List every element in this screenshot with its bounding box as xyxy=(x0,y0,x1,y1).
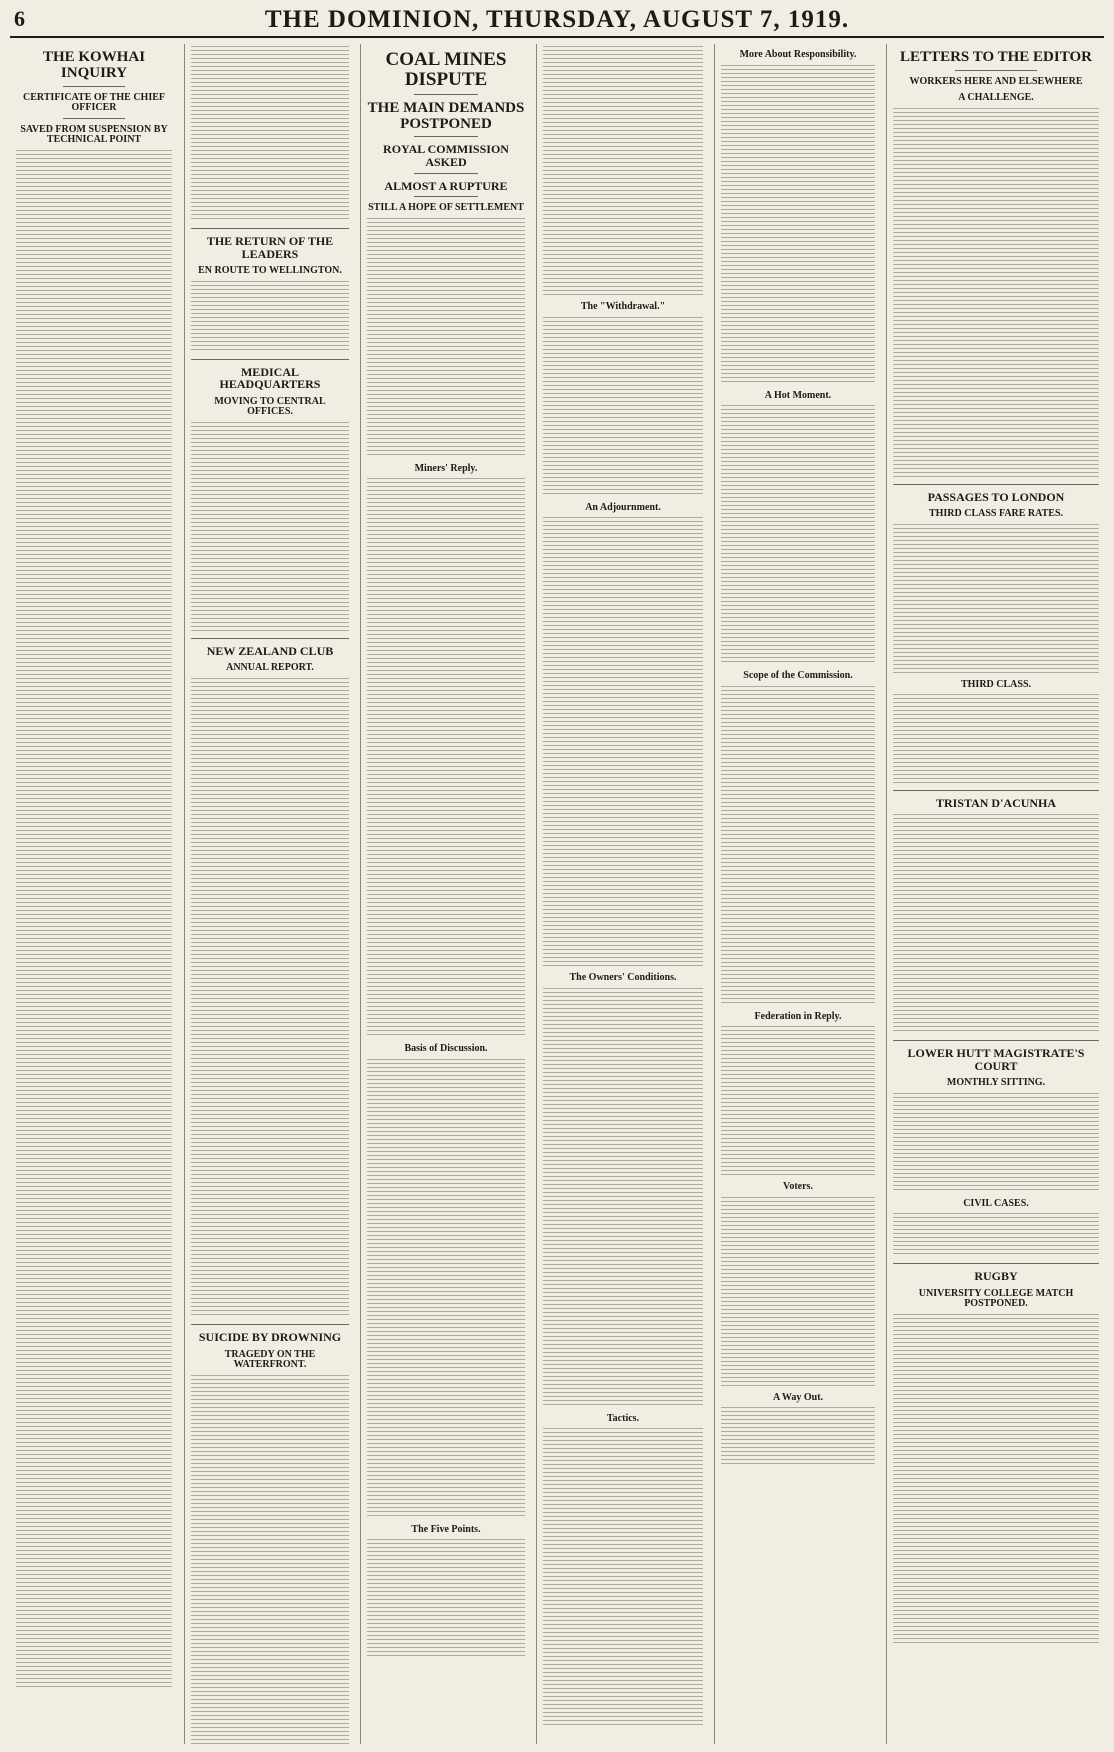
subhead-en-route: EN ROUTE TO WELLINGTON. xyxy=(198,265,342,277)
headline-return-of-leaders: THE RETURN OF THE LEADERS xyxy=(206,234,334,261)
headline-coal-mines-dispute: COAL MINES DISPUTE xyxy=(385,49,507,90)
subhead-five-points: The Five Points. xyxy=(411,1523,481,1535)
divider xyxy=(191,228,349,229)
body-text-new-zealand-club xyxy=(191,678,349,1318)
subhead-a-way-out: A Way Out. xyxy=(772,1391,824,1403)
body-text-a-way-out xyxy=(721,1407,875,1467)
subhead-a-hot-moment: A Hot Moment. xyxy=(764,389,832,401)
body-text-kowhai-inquiry xyxy=(16,150,172,1690)
column-4 xyxy=(536,44,709,1744)
subhead-miners-reply: Miners' Reply. xyxy=(414,462,478,474)
headline-medical-headquarters: MEDICAL HEADQUARTERS xyxy=(219,364,321,392)
headline-tristan-dacunha: TRISTAN D'ACUNHA xyxy=(935,796,1057,811)
body-text-withdrawal xyxy=(543,317,703,497)
subhead-more-about-responsibility: More About Responsibility. xyxy=(739,49,857,60)
divider xyxy=(955,70,1037,71)
divider xyxy=(63,86,125,87)
headline-kowhai-inquiry: THE KOWHAI INQUIRY xyxy=(42,49,146,81)
body-text-basis-of-discussion xyxy=(367,1059,525,1519)
body-text-return-of-leaders xyxy=(191,281,349,353)
subhead-annual-report: ANNUAL REPORT. xyxy=(226,662,314,674)
subhead-federation-in-reply: Federation in Reply. xyxy=(754,1010,842,1022)
subhead-university-match-postponed: UNIVERSITY COLLEGE MATCH POSTPONED. xyxy=(918,1287,1074,1310)
subhead-royal-commission-asked: ROYAL COMMISSION ASKED xyxy=(383,142,509,169)
divider xyxy=(893,484,1099,485)
body-text-tristan-dacunha xyxy=(893,814,1099,1034)
divider xyxy=(893,790,1099,791)
divider xyxy=(414,196,477,197)
subhead-third-class-fare-rates: THIRD CLASS FARE RATES. xyxy=(928,508,1064,520)
body-text-five-points xyxy=(367,1539,525,1659)
divider xyxy=(893,1263,1099,1264)
subhead-workers-here-elsewhere: WORKERS HERE AND ELSEWHERE xyxy=(909,75,1083,87)
subhead-civil-cases: CIVIL CASES. xyxy=(963,1197,1029,1209)
subhead-certificate: CERTIFICATE OF THE CHIEF OFFICER xyxy=(23,91,165,113)
body-text-owners-conditions xyxy=(543,988,703,1408)
masthead xyxy=(0,0,1114,40)
subhead-monthly-sitting: MONTHLY SITTING. xyxy=(946,1077,1046,1089)
subhead-third-class: THIRD CLASS. xyxy=(960,678,1032,690)
headline-suicide-by-drowning: SUICIDE BY DROWNING xyxy=(198,1329,342,1344)
body-text-medical-headquarters xyxy=(191,422,349,632)
divider xyxy=(63,118,125,119)
subhead-almost-a-rupture: ALMOST A RUPTURE xyxy=(384,178,508,193)
body-text-responsibility xyxy=(721,65,875,385)
subhead-main-demands-postponed: THE MAIN DEMANDS POSTPONED xyxy=(367,99,525,132)
divider xyxy=(893,1040,1099,1041)
subhead-scope-of-commission: Scope of the Commission. xyxy=(743,670,853,681)
headline-rugby: RUGBY xyxy=(974,1269,1018,1284)
body-text-third-class xyxy=(893,694,1099,784)
page-number: 6 xyxy=(14,6,25,31)
divider xyxy=(414,173,477,174)
body-text-tactics xyxy=(543,1428,703,1728)
headline-new-zealand-club: NEW ZEALAND CLUB xyxy=(206,643,334,658)
body-text-coal-dispute-intro xyxy=(367,218,525,458)
body-text-scope-of-commission xyxy=(721,686,875,1006)
subhead-tragedy-waterfront: TRAGEDY ON THE WATERFRONT. xyxy=(224,1348,316,1371)
headline-lower-hutt-court: LOWER HUTT MAGISTRATE'S COURT xyxy=(907,1045,1085,1073)
divider xyxy=(191,638,349,639)
body-text-hot-moment xyxy=(721,405,875,665)
column-1 xyxy=(10,44,178,1744)
body-text-coal-dispute-continued xyxy=(543,46,703,296)
divider xyxy=(191,1324,349,1325)
subhead-owners-conditions: The Owners' Conditions. xyxy=(569,972,677,983)
column-3 xyxy=(360,44,531,1744)
body-text-passages-to-london xyxy=(893,524,1099,674)
body-text-monthly-sitting xyxy=(893,1093,1099,1193)
headline-letters-to-editor: LETTERS TO THE EDITOR xyxy=(900,49,1092,65)
column-5 xyxy=(714,44,881,1744)
subhead-voters: Voters. xyxy=(783,1181,813,1192)
divider xyxy=(191,359,349,360)
subhead-the-withdrawal: The "Withdrawal." xyxy=(580,301,666,312)
newspaper-title: THE DOMINION, THURSDAY, AUGUST 7, 1919. xyxy=(264,6,850,33)
subhead-hope-of-settlement: STILL A HOPE OF SETTLEMENT xyxy=(368,202,524,214)
divider xyxy=(414,136,477,137)
subhead-a-challenge: A CHALLENGE. xyxy=(958,92,1034,104)
body-text-kowhai-continued xyxy=(191,46,349,222)
body-text-miners-reply xyxy=(367,478,525,1038)
subhead-moving-offices: MOVING TO CENTRAL OFFICES. xyxy=(214,395,326,418)
body-text-suicide-by-drowning xyxy=(191,1375,349,1744)
body-text-a-challenge xyxy=(893,108,1099,478)
body-text-civil-cases xyxy=(893,1213,1099,1257)
subhead-tactics: Tactics. xyxy=(606,1412,640,1424)
body-text-rugby xyxy=(893,1314,1099,1644)
column-2 xyxy=(184,44,355,1744)
subhead-an-adjournment: An Adjournment. xyxy=(585,501,661,513)
divider xyxy=(414,94,477,95)
subhead-basis-of-discussion: Basis of Discussion. xyxy=(404,1043,488,1055)
body-text-adjournment xyxy=(543,517,703,967)
column-6 xyxy=(886,44,1105,1744)
headline-passages-to-london: PASSAGES TO LONDON xyxy=(927,489,1065,504)
masthead-rule xyxy=(10,36,1104,38)
subhead-saved-from-suspension: SAVED FROM SUSPENSION BY TECHNICAL POINT xyxy=(20,123,168,145)
body-text-voters xyxy=(721,1197,875,1387)
body-text-federation-in-reply xyxy=(721,1026,875,1176)
